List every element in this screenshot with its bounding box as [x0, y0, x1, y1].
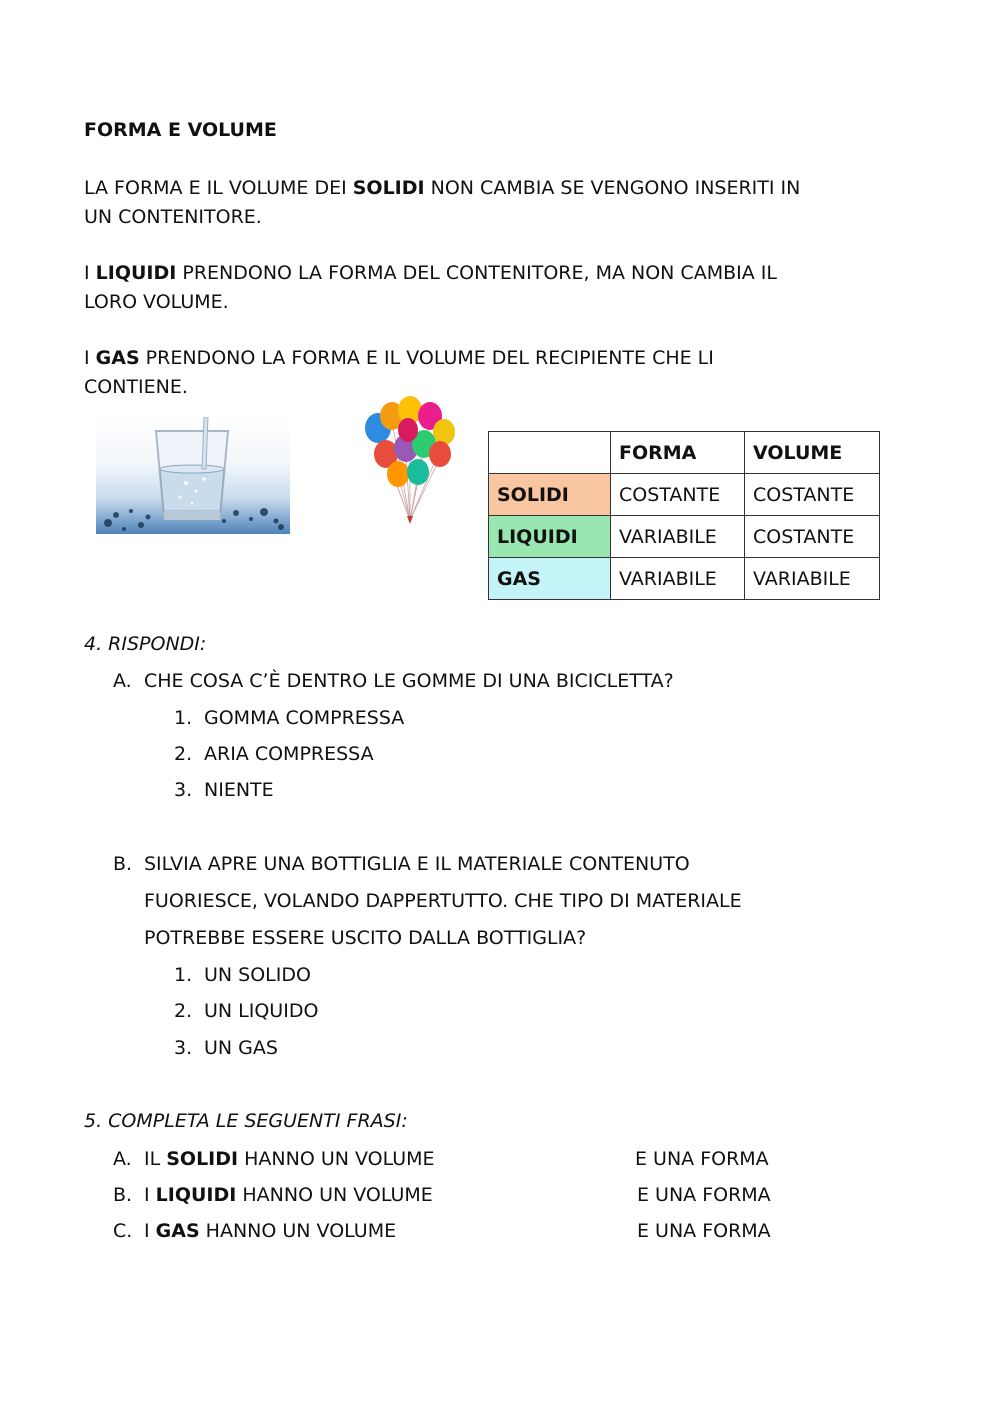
option-4a-1: GOMMA COMPRESSA	[204, 707, 405, 729]
option-4b-1: UN SOLIDO	[204, 964, 311, 986]
option-4a-2: ARIA COMPRESSA	[204, 743, 374, 765]
keyword-liquidi: LIQUIDI	[155, 1184, 237, 1206]
sentence-5b	[144, 1184, 433, 1206]
row-label-solidi: SOLIDI	[489, 474, 611, 516]
table-row	[489, 558, 880, 600]
balloons-image	[360, 392, 460, 528]
question-4a-marker: A.	[113, 670, 132, 692]
paragraph-text: LORO VOLUME.	[84, 290, 229, 313]
paragraph-solidi	[84, 174, 800, 231]
table-row	[489, 474, 880, 516]
table-cell: VARIABILE	[611, 558, 745, 600]
keyword-gas: GAS	[95, 347, 140, 369]
sentence-text: HANNO UN VOLUME	[199, 1220, 397, 1242]
glass-of-water-image	[96, 417, 290, 534]
option-4b-3: UN GAS	[204, 1037, 278, 1059]
question-5-heading: 5. COMPLETA LE SEGUENTI FRASI:	[84, 1110, 408, 1132]
sentence-5c	[144, 1220, 396, 1242]
paragraph-text: NON CAMBIA SE VENGONO INSERITI IN	[424, 177, 801, 199]
question-5c-marker: C.	[113, 1220, 133, 1242]
question-4b-line: POTREBBE ESSERE USCITO DALLA BOTTIGLIA?	[144, 927, 587, 949]
row-label-gas: GAS	[489, 558, 611, 600]
option-marker: 2.	[174, 1000, 193, 1022]
table-header-row	[489, 432, 880, 474]
paragraph-text: I	[84, 262, 96, 284]
table-header-cell: VOLUME	[745, 432, 880, 474]
sentence-text: I	[144, 1184, 156, 1206]
paragraph-text: I	[84, 347, 96, 369]
option-4b-2: UN LIQUIDO	[204, 1000, 319, 1022]
table-header-cell: FORMA	[611, 432, 745, 474]
table-header-cell	[489, 432, 611, 474]
paragraph-text: PRENDONO LA FORMA DEL CONTENITORE, MA NON CAMBIA IL	[176, 262, 777, 284]
keyword-solidi: SOLIDI	[166, 1148, 239, 1170]
sentence-5a-end: E UNA FORMA	[635, 1148, 769, 1170]
question-5b-marker: B.	[113, 1184, 133, 1206]
option-marker: 3.	[174, 1037, 193, 1059]
option-4a-3: NIENTE	[204, 779, 274, 801]
paragraph-liquidi	[84, 259, 777, 316]
states-properties-table	[488, 431, 880, 600]
sentence-5c-end: E UNA FORMA	[637, 1220, 771, 1242]
option-marker: 2.	[174, 743, 193, 765]
row-label-liquidi: LIQUIDI	[489, 516, 611, 558]
page-title: FORMA E VOLUME	[84, 119, 277, 141]
option-marker: 1.	[174, 707, 193, 729]
question-4a-text: CHE COSA C’È DENTRO LE GOMME DI UNA BICICLETTA?	[144, 670, 674, 692]
sentence-text: IL	[144, 1148, 167, 1170]
table-cell: COSTANTE	[745, 516, 880, 558]
paragraph-text: PRENDONO LA FORMA E IL VOLUME DEL RECIPIENTE CHE LI	[139, 347, 714, 369]
sentence-5b-end: E UNA FORMA	[637, 1184, 771, 1206]
paragraph-text: UN CONTENITORE.	[84, 205, 262, 228]
question-5a-marker: A.	[113, 1148, 132, 1170]
question-4-heading: 4. RISPONDI:	[84, 633, 207, 655]
paragraph-text: CONTIENE.	[84, 375, 188, 398]
table-row	[489, 516, 880, 558]
glass-illustration	[96, 417, 290, 534]
question-4b-marker: B.	[113, 853, 133, 875]
question-4b-line: FUORIESCE, VOLANDO DAPPERTUTTO. CHE TIPO DI MATERIALE	[144, 890, 742, 912]
sentence-text: HANNO UN VOLUME	[238, 1148, 435, 1170]
sentence-text: HANNO UN VOLUME	[236, 1184, 433, 1206]
option-marker: 3.	[174, 779, 193, 801]
question-4b-line: SILVIA APRE UNA BOTTIGLIA E IL MATERIALE CONTENUTO	[144, 853, 690, 875]
table-cell: COSTANTE	[611, 474, 745, 516]
balloons-illustration	[360, 392, 460, 528]
keyword-gas: GAS	[155, 1220, 200, 1242]
sentence-text: I	[144, 1220, 156, 1242]
keyword-solidi: SOLIDI	[352, 177, 425, 199]
keyword-liquidi: LIQUIDI	[95, 262, 177, 284]
paragraph-text: LA FORMA E IL VOLUME DEI	[84, 177, 353, 199]
table-cell: VARIABILE	[745, 558, 880, 600]
sentence-5a	[144, 1148, 435, 1170]
option-marker: 1.	[174, 964, 193, 986]
table-cell: COSTANTE	[745, 474, 880, 516]
table-cell: VARIABILE	[611, 516, 745, 558]
